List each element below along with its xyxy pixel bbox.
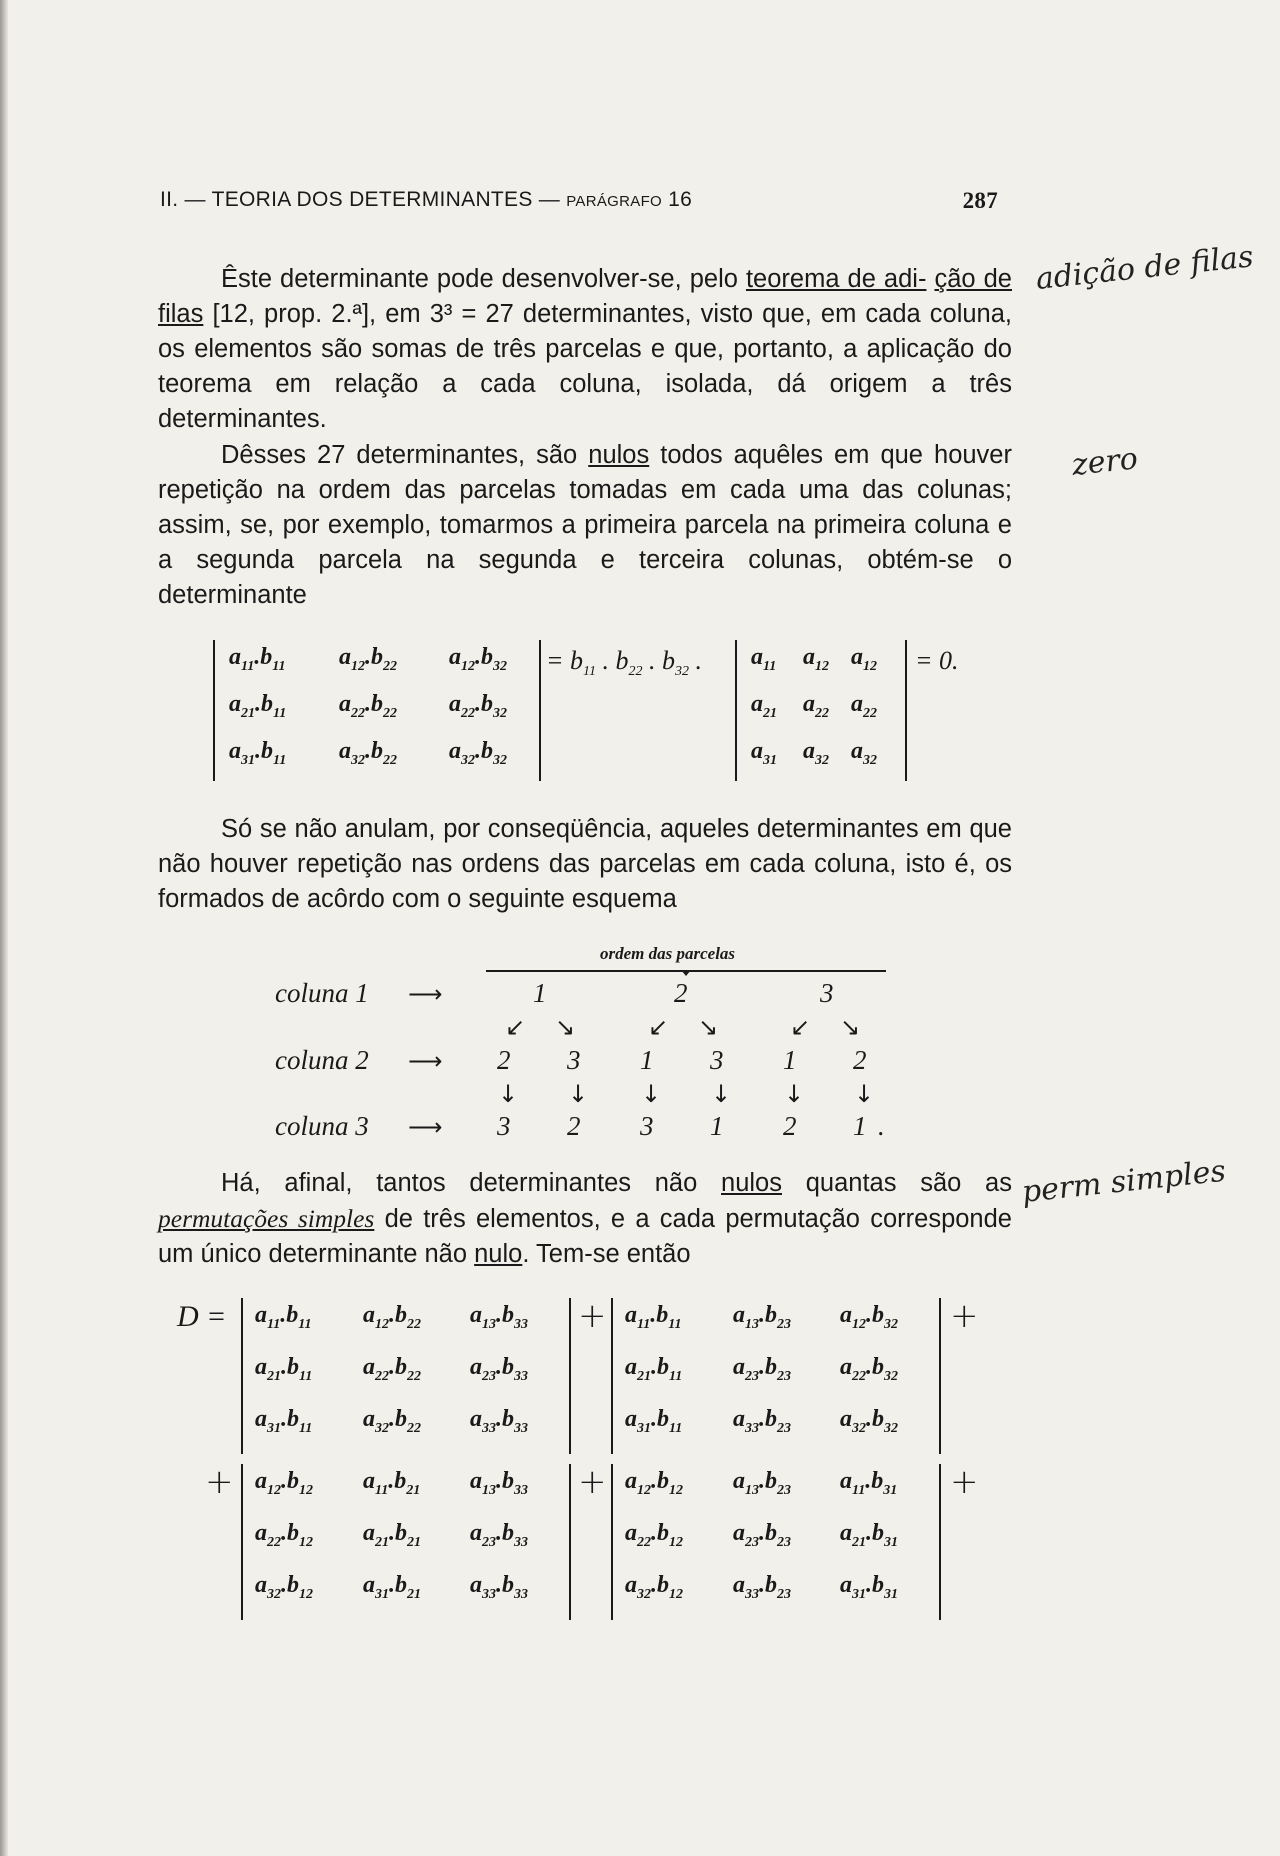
scheme-caption: ordem das parcelas: [600, 944, 736, 963]
expansion-det-3: [241, 1464, 571, 1620]
paragraph-1: [158, 262, 1012, 437]
p4-underline-permutacoes: permutações simples: [158, 1204, 375, 1233]
plus-sign: +: [950, 1296, 979, 1336]
det-entry: $a_{11}.b_{11}$: [229, 644, 286, 674]
plus-sign: +: [578, 1462, 607, 1502]
det-entry: $a_{32}.b_{22}$: [339, 738, 397, 768]
det-entry: $a_{13}.b_{33}$: [470, 1302, 528, 1332]
det-entry: $a_{11}.b_{21}$: [363, 1468, 421, 1498]
p1-underline-theorem: teorema de adi-: [745, 265, 927, 293]
down-right-arrow-icon: ↘: [840, 1013, 861, 1041]
example-factor: = $b_{11}$ . $b_{22}$ . $b_{32}$ .: [546, 646, 703, 680]
det-entry: $a_{31}.b_{11}$: [625, 1406, 683, 1436]
det-entry: $a_{12}.b_{22}$: [363, 1302, 421, 1332]
plus-sign: +: [950, 1462, 979, 1502]
page-number: 287: [962, 188, 998, 213]
p1-text-a: Êste determinante pode desenvolver-se, pelo: [221, 265, 746, 293]
det-entry: $a_{21}.b_{21}$: [363, 1520, 421, 1550]
scheme-row-label: coluna 2: [275, 1045, 369, 1075]
plus-sign: +: [205, 1462, 234, 1502]
margin-note-perm: perm simples: [1020, 1153, 1228, 1210]
det-entry: $a_{13}.b_{33}$: [470, 1468, 528, 1498]
scheme-order: 2: [674, 978, 688, 1008]
page-edge: [0, 0, 8, 1856]
det-entry: $a_{11}.b_{11}$: [255, 1302, 312, 1332]
det-entry: $a_{21}$: [751, 691, 777, 721]
plus-sign: +: [578, 1296, 607, 1336]
scheme-order: 2: [783, 1111, 797, 1141]
scheme-order: 3: [497, 1111, 511, 1141]
scheme-order: 1: [533, 978, 547, 1008]
scheme-brace-tip: [681, 970, 691, 976]
p4-underline-nulos: nulos: [721, 1169, 782, 1197]
det-entry: $a_{12}$: [803, 644, 829, 674]
p4-text-d: . Tem-se então: [522, 1240, 691, 1268]
p4-underline-nulo: nulo: [474, 1240, 523, 1268]
scheme-order: 3: [567, 1045, 581, 1075]
det-entry: $a_{22}.b_{32}$: [449, 691, 507, 721]
det-entry: $a_{33}.b_{33}$: [470, 1572, 528, 1602]
down-arrow-icon: ↓: [854, 1080, 875, 1108]
det-entry: $a_{22}.b_{12}$: [255, 1520, 313, 1550]
p2-text-b: todos aquêles em que houver repetição na ordem das parcelas tomadas em cada uma das colunas; assim, se, por exemplo, tomarmos a primeira parcela na primeira coluna e a segunda parcela na segunda e terceira colunas, obtém-se o determinante: [158, 441, 1012, 609]
det-entry: $a_{13}.b_{23}$: [733, 1302, 791, 1332]
expansion-lhs: D =: [177, 1300, 227, 1333]
scheme-order: 2: [497, 1045, 511, 1075]
example-det-right: [735, 640, 907, 781]
paragraph-3: [158, 812, 1012, 917]
scheme-order: 1: [640, 1045, 654, 1075]
right-arrow-icon: ⟶: [408, 1113, 443, 1141]
right-arrow-icon: ⟶: [408, 1047, 443, 1075]
paragraph-4: [158, 1166, 1012, 1272]
scheme-row-label: coluna 3: [275, 1111, 369, 1141]
right-arrow-icon: ⟶: [408, 980, 443, 1008]
det-entry: $a_{32}$: [851, 738, 877, 768]
det-entry: $a_{12}.b_{12}$: [255, 1468, 313, 1498]
det-entry: $a_{33}.b_{23}$: [733, 1572, 791, 1602]
scheme-order: 1: [853, 1111, 867, 1141]
det-entry: $a_{21}.b_{11}$: [625, 1354, 683, 1384]
det-entry: $a_{13}.b_{23}$: [733, 1468, 791, 1498]
p1-text-b: [12, prop. 2.ª], em 3³ = 27 determinantes, visto que, em cada coluna, os elementos são somas de três parcelas e que, portanto, a aplicação do teorema em relação a cada coluna, isolada, dá origem a três determinantes.: [158, 300, 1012, 433]
det-entry: $a_{32}.b_{32}$: [840, 1406, 898, 1436]
p2-text-a: Dêsses 27 determinantes, são: [221, 441, 589, 469]
p1-underline-filas: ção de filas: [158, 265, 1012, 328]
det-entry: $a_{23}.b_{33}$: [470, 1520, 528, 1550]
p4-text-b: quantas são as: [781, 1169, 1012, 1197]
down-arrow-icon: ↓: [498, 1080, 519, 1108]
example-result: = 0.: [915, 646, 959, 675]
down-left-arrow-icon: ↙: [648, 1013, 669, 1041]
det-entry: $a_{23}.b_{23}$: [733, 1354, 791, 1384]
det-entry: $a_{12}.b_{22}$: [339, 644, 397, 674]
det-entry: $a_{11}$: [751, 644, 777, 674]
det-entry: $a_{33}.b_{33}$: [470, 1406, 528, 1436]
det-entry: $a_{31}$: [751, 738, 777, 768]
paragraph-2: [158, 438, 1012, 613]
det-entry: $a_{12}.b_{32}$: [840, 1302, 898, 1332]
p2-underline-nulos: nulos: [588, 441, 650, 469]
det-entry: $a_{32}$: [803, 738, 829, 768]
down-arrow-icon: ↓: [641, 1080, 662, 1108]
det-entry: $a_{31}.b_{21}$: [363, 1572, 421, 1602]
det-entry: $a_{12}.b_{32}$: [449, 644, 507, 674]
scheme-end-mark: .: [878, 1111, 885, 1141]
det-entry: $a_{31}.b_{31}$: [840, 1572, 898, 1602]
det-entry: $a_{32}.b_{32}$: [449, 738, 507, 768]
det-entry: $a_{12}$: [851, 644, 877, 674]
det-entry: $a_{22}.b_{32}$: [840, 1354, 898, 1384]
det-entry: $a_{22}$: [803, 691, 829, 721]
det-entry: $a_{32}.b_{22}$: [363, 1406, 421, 1436]
det-entry: $a_{32}.b_{12}$: [255, 1572, 313, 1602]
det-entry: $a_{11}.b_{31}$: [840, 1468, 898, 1498]
det-entry: $a_{32}.b_{12}$: [625, 1572, 683, 1602]
expansion-det-2: [611, 1298, 941, 1454]
down-right-arrow-icon: ↘: [698, 1013, 719, 1041]
expansion-det-1: [241, 1298, 571, 1454]
scheme-order: 2: [853, 1045, 867, 1075]
scheme-order: 3: [640, 1111, 654, 1141]
det-entry: $a_{31}.b_{11}$: [255, 1406, 313, 1436]
det-entry: $a_{22}.b_{22}$: [339, 691, 397, 721]
det-entry: $a_{22}$: [851, 691, 877, 721]
down-arrow-icon: ↓: [568, 1080, 589, 1108]
down-arrow-icon: ↓: [711, 1080, 732, 1108]
down-arrow-icon: ↓: [784, 1080, 805, 1108]
down-right-arrow-icon: ↘: [555, 1013, 576, 1041]
p4-text-c: de três elementos, e a cada permutação corresponde um único determinante não: [158, 1205, 1012, 1268]
det-entry: $a_{11}.b_{11}$: [625, 1302, 682, 1332]
det-entry: $a_{31}.b_{11}$: [229, 738, 287, 768]
det-entry: $a_{22}.b_{12}$: [625, 1520, 683, 1550]
scheme-order: 3: [820, 978, 834, 1008]
scheme-order: 2: [567, 1111, 581, 1141]
margin-note-adicao: adição de filas: [1034, 239, 1255, 297]
scheme-order: 3: [710, 1045, 724, 1075]
det-entry: $a_{12}.b_{12}$: [625, 1468, 683, 1498]
scheme-row-label: coluna 1: [275, 978, 369, 1008]
det-entry: $a_{21}.b_{11}$: [229, 691, 287, 721]
p4-text-a: Há, afinal, tantos determinantes não: [221, 1169, 722, 1197]
expansion-det-4: [611, 1464, 941, 1620]
example-det-left: [213, 640, 541, 781]
p3-text: Só se não anulam, por conseqüência, aqueles determinantes em que não houver repetição nas ordens das parcelas em cada coluna, isto é, os formados de acôrdo com o seguinte esquema: [158, 815, 1012, 913]
scheme-order: 1: [783, 1045, 797, 1075]
det-entry: $a_{23}.b_{33}$: [470, 1354, 528, 1384]
det-entry: $a_{23}.b_{23}$: [733, 1520, 791, 1550]
det-entry: $a_{22}.b_{22}$: [363, 1354, 421, 1384]
header-title: II. — TEORIA DOS DETERMINANTES — parágrafo 16: [160, 188, 693, 211]
down-left-arrow-icon: ↙: [790, 1013, 811, 1041]
det-entry: $a_{33}.b_{23}$: [733, 1406, 791, 1436]
det-entry: $a_{21}.b_{11}$: [255, 1354, 313, 1384]
down-left-arrow-icon: ↙: [505, 1013, 526, 1041]
margin-note-zero: zero: [1070, 441, 1140, 483]
running-header: [160, 188, 1020, 212]
scheme-order: 1: [710, 1111, 724, 1141]
det-entry: $a_{21}.b_{31}$: [840, 1520, 898, 1550]
